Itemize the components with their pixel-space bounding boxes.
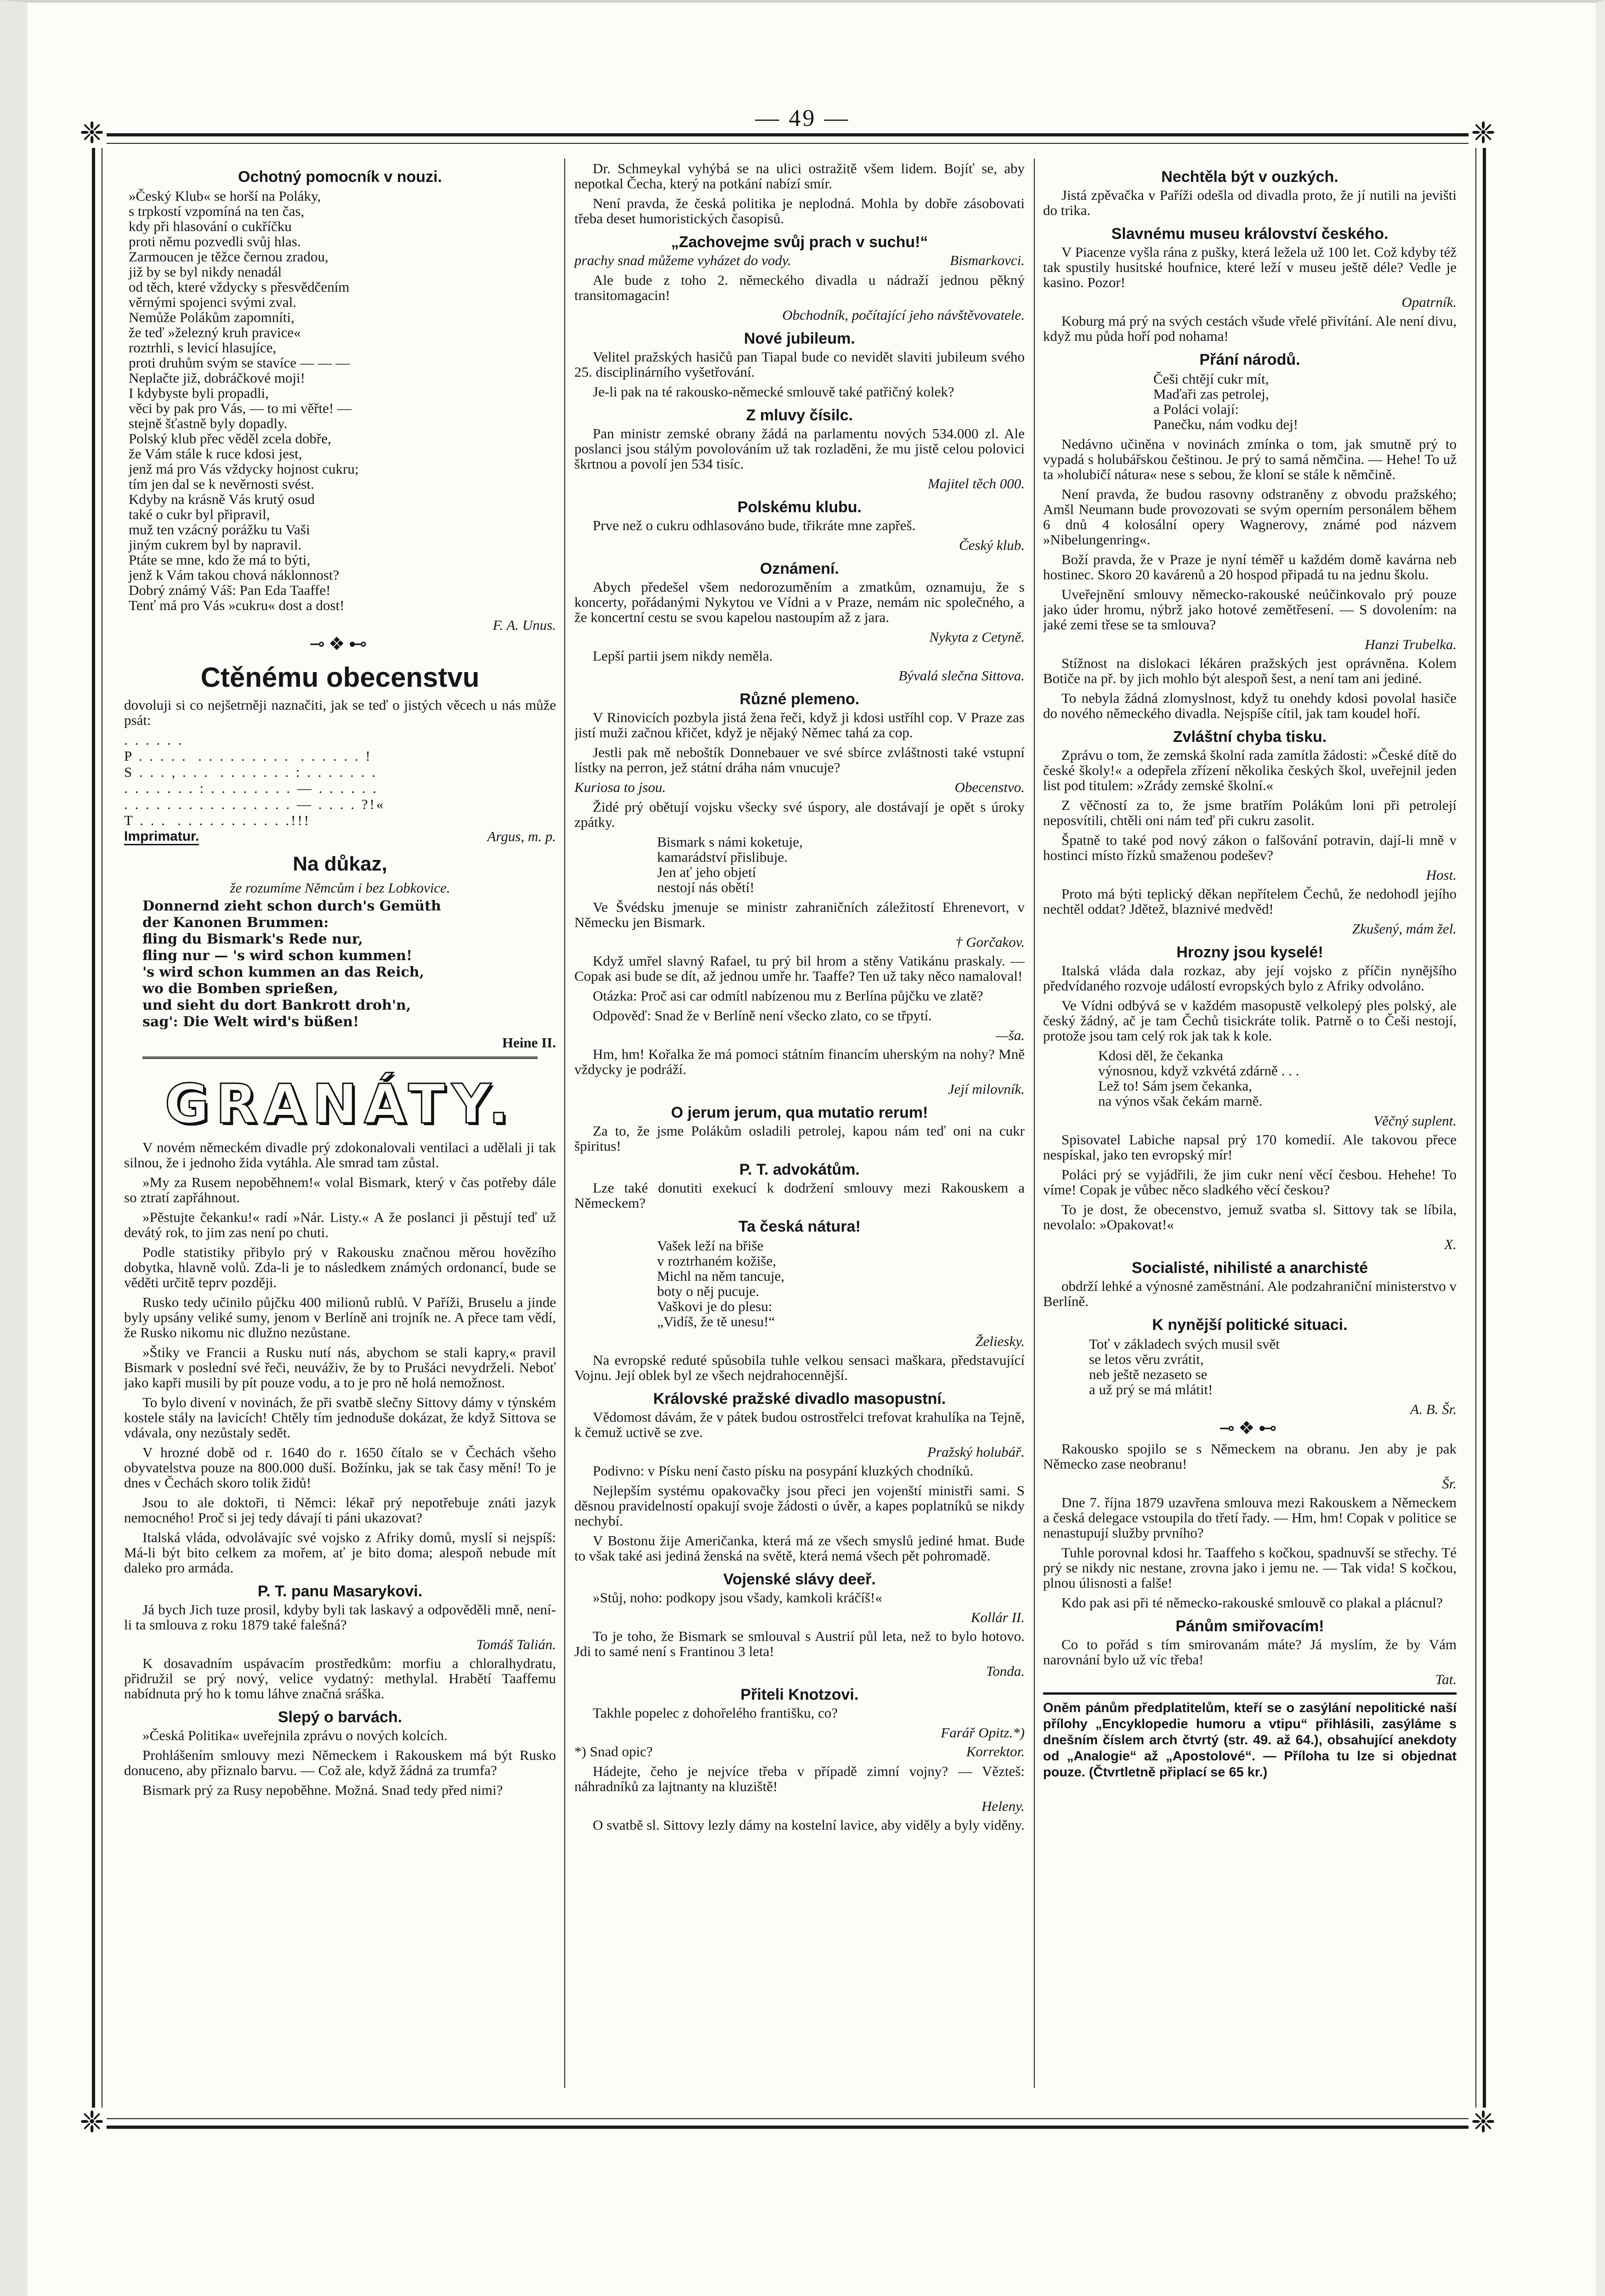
signature: X. [1444, 1236, 1457, 1252]
article-text: Když umřel slavný Rafael, tu prý bil hrom a stěny Vatikánu praskaly. — Copak asi bude se dít, až jednou umře hr. Taaffe? Ten už taky něco namaloval! [574, 953, 1025, 984]
article-text: Stížnost na dislokaci lékáren pražských jest oprávněna. Kolem Botiče na př. by jich mohlo být alespoň šest, a není tam ani jediné. [1043, 655, 1457, 686]
article-title-zachovejme: „Zachovejme svůj prach v suchu!“ [671, 233, 928, 251]
poem-kdosi: Kdosi děl, že čekanka výnosnou, když vzkvétá zdárně . . . Lež to! Sám jsem čekanka, na výnos však čekám marně. [1098, 1047, 1299, 1109]
column-rule [1034, 158, 1035, 2088]
article-text: Hádejte, čeho je nejvíce třeba v případě zimní vojny? — Vězteš: náhradníků za lajtnanty na kluziště! [574, 1763, 1025, 1794]
article-text: V hrozné době od r. 1640 do r. 1650 čítalo se v Čechách všeho obyvatelstva pouze na 800.000 duší. Božínku, jak se tak časy mění! To je dnes v Čechách skoro tolik židů! [124, 1444, 556, 1491]
poem-situaci: Toť v základech svých musil svět se letos věru zvrátit, neb ještě nezaseto se a už prý se má mlátit! [1089, 1336, 1280, 1397]
article-text: O svatbě sl. Sittovy lezly dámy na kostelní lavice, aby viděly a byly viděny. [593, 1817, 1025, 1833]
article-text: Rusko tedy učinilo půjčku 400 milionů rublů. V Paříži, Bruselu a jinde byly upsány veliké sumy, jenom v Berlíně ani trojník ne. A přece tam vědí, že Rusko nikomu nic dlužno nezůstane. [124, 1294, 556, 1340]
article-text: Bismark prý za Rusy nepoběhne. Možná. Snad tedy před nimi? [142, 1782, 503, 1798]
divider-wave [142, 1057, 538, 1066]
article-text: Není pravda, že česká politika je neplodná. Mohla by dobře zásobovati třeba deset humoristických časopisů. [574, 195, 1025, 226]
signature: Tonda. [986, 1663, 1025, 1679]
article-text: Dne 7. října 1879 uzavřena smlouva mezi Rakouskem a Německem a česká delegace vstoupila do třetí řady. — Hm, hm! Copak v politice se nenastupují služby prvního? [1043, 1494, 1457, 1541]
column-right [1043, 161, 1457, 2098]
corner-ornament-icon: ❈ [77, 2108, 107, 2137]
article-text: Podivno: v Písku není často písku na posypání kluzkých chodníků. [593, 1463, 974, 1479]
article-text: dovoluji si co nejšetrněji naznačiti, jak se teď o jistých věcech u nás může psát: [124, 697, 556, 728]
signature: A. B. Šr. [1410, 1401, 1457, 1417]
dotted-line: P . . . . . . . . . . . . . . . . . . . . ! [124, 748, 372, 764]
signature: —ša. [996, 1027, 1025, 1043]
footnote: *) Snad opic? [574, 1743, 653, 1759]
signature: Zkušený, mám žel. [1352, 921, 1457, 937]
signature: Želiesky. [975, 1333, 1025, 1349]
article-title-situaci: K nynější politické situaci. [1152, 1316, 1348, 1334]
article-title-socialiste: Socialisté, nihilisté a anarchisté [1132, 1259, 1368, 1277]
article-text: Otázka: Proč asi car odmítl nabízenou mu z Berlína půjčku ve zlatě? [593, 988, 983, 1004]
signature: Pražský holubář. [927, 1444, 1025, 1460]
corner-ornament-icon: ❈ [77, 119, 107, 148]
article-title-dukaz: Na důkaz, [293, 853, 387, 875]
article-text: Špatně to také pod nový zákon o falšování potravin, dají-li mně v hostinci místo řízků smaženou podešev? [1043, 832, 1457, 863]
poem-german: Donnernd zieht schon durch's Gemüth der Kanonen Brummen: fling du Bismark's Rede nur, fling nur — 's wird schon kummen! 's wird schon kummen an das Reich, wo die Bomben sprießen, und sieht du dort Bankrott droh'n, sag': Die Welt wird's büßen! [142, 898, 441, 1030]
article-text: Podle statistiky přibylo prý v Rakousku značnou měrou hovězího dobytka, hlavně volů. Zda-li je to následkem známých ordonancí, bude se věděti určitě teprv později. [124, 1244, 556, 1290]
signature: Kollár II. [970, 1609, 1025, 1625]
article-text: Je-li pak na té rakousko-německé smlouvě také patřičný kolek? [593, 384, 954, 400]
article-text: V Bostonu žije Američanka, která má ze všech smyslů jediné hmat. Bude to však také asi jediná ženská na světě, která nemá všech pět pohromadě. [574, 1533, 1025, 1564]
signature: Hanzi Trubelka. [1365, 636, 1457, 652]
signature: Host. [1426, 867, 1457, 883]
signature: Opatrník. [1401, 294, 1457, 310]
article-title-nove: Nové jubileum. [744, 330, 855, 347]
article-text: Co to pořád s tím smirovanám máte? Já myslím, že by Vám narovnání bylo už víc třeba! [1043, 1636, 1457, 1668]
article-text: Hm, hm! Kořalka že má pomoci státním financím uherským na nohy? Mně vždycky je podráží. [574, 1046, 1025, 1077]
section-title-granaty: GRANÁTY. [164, 1072, 516, 1136]
article-text: Já bych Jich tuze prosil, kdyby byli tak laskavý a odpověděli mně, není-li ta smlouva z roku 1879 také falešná? [124, 1601, 556, 1633]
article-text: »Stůj, noho: podkopy jsou všady, kamkoli kráčíš!« [593, 1589, 883, 1606]
poem-bismark: Bismark s námi koketuje, kamarádství přislibuje. Jen ať jeho objetí nestojí nás obětí! [657, 834, 803, 895]
signature: Její milovník. [948, 1081, 1025, 1097]
signature: Majitel těch 000. [928, 475, 1025, 492]
article-text: Takhle popelec z dohořelého františku, co? [593, 1705, 838, 1721]
article-title-kralovske: Královské pražské divadlo masopustní. [653, 1390, 946, 1408]
article-text: V novém německém divadle prý zdokonalovali ventilaci a udělali ji tak silnou, že i jednoho žida vytáhla. Ale smrad tam zůstal. [124, 1139, 556, 1171]
article-text: »Štiky ve Francii a Rusku nutí nás, abychom se stali kapry,« pravil Bismark v poslední své řeči, neuváživ, že by to Prušáci nevydrželi. Neboť jako kapři musili by pít pouze vodu, a to je pro ně holá nemožnost. [124, 1344, 556, 1391]
article-text: Odpověď: Snad že v Berlíně není všecko zlato, co se třpytí. [593, 1007, 932, 1024]
poem-prani: Češi chtějí cukr mít, Maďaři zas petrolej, a Poláci volají: Panečku, nám vodku dej! [1153, 371, 1299, 432]
article-text: To bylo divení v novinách, že při svatbě slečny Sittovy dámy v týnském kostele stály na lavicích! Chtěly tím jednoduše dokázat, že když Sittova se vdávala, ony nezůstaly sedět. [124, 1394, 556, 1441]
article-text: Kdo pak asi při té německo-rakouské smlouvě co plakal a plácnul? [1061, 1595, 1443, 1611]
signature: Tomáš Talián. [476, 1636, 556, 1652]
divider-ornament-icon: ⊸❖⊷ [309, 633, 371, 654]
article-title-jerum: O jerum jerum, qua mutatio rerum! [671, 1104, 928, 1121]
signature: Obecenstvo. [954, 779, 1025, 795]
article-text: K dosavadním uspávacím prostředkům: morfiu a chloralhydratu, přidružil se prý nový, velice vydatný: methylal. Hrabětí Taaffemu nabídnuta prý ho k tomu láhve značná sráška. [124, 1655, 556, 1702]
column-left [124, 161, 556, 2098]
article-text: Boží pravda, že v Praze je nyní téměř u každém domě kavárna neb hostinec. Skoro 20 kavárenů a 20 hospod připadá tu na jednu školu. [1043, 551, 1457, 582]
corner-ornament-icon: ❈ [1469, 119, 1498, 148]
article-title-necht: Nechtěla být v ouzkých. [1161, 168, 1338, 186]
article-text: Za to, že jsme Polákům osladili petrolej, kapou nám teď oni na cukr špiritus! [574, 1123, 1025, 1154]
article-text: Ale bude z toho 2. německého divadla u nádraží jednou pěkný transitomagacin! [574, 272, 1025, 303]
article-text: Velitel pražských hasičů pan Tiapal bude co nevidět slaviti jubileum svého 25. disciplinárního vyšetřování. [574, 349, 1025, 380]
article-text: Italská vláda dala rozkaz, aby její vojsko z příčin nynějšího předvídaného rozvoje událostí evropských bylo z Afriky odvoláno. [1043, 962, 1457, 994]
signature: Bismarkovci. [950, 252, 1025, 268]
signature: Věčný suplent. [1373, 1113, 1457, 1129]
article-text: prachy snad můžeme vyházet do vody. [574, 252, 791, 268]
dotted-line: S . . . , . . . . . . . . . . : . . . . . . . [124, 764, 377, 780]
dotted-line: . . . . . . . . . . . . . . . . — . . . . ?!« [124, 796, 386, 812]
article-text: Koburg má prý na svých cestách všude vřelé přivítání. Ale není divu, když mu půda hoří pod nohama! [1043, 313, 1457, 344]
article-text: Vědomost dávám, že v pátek budou ostrostřelci trefovat krahulíka na Tejně, k čemuž uctivě se zve. [574, 1409, 1025, 1440]
article-text: Nejlepším systému opakovačky jsou přeci jen vojenští ministři sami. S děsnou pravidelností opakují svoje žádosti o úvěr, a kapes poplatníků se nikdy nechybí. [574, 1482, 1025, 1529]
article-text: Spisovatel Labiche napsal prý 170 komedií. Ale takovou přece nespískal, jako ten evropský mír! [1043, 1131, 1457, 1163]
article-text: Zprávu o tom, že zemská školní rada zamítla žádosti: »České dítě do české školy!« a odepřela zřízení několika českých škol, uveřejnil jeden list pod titulem: »Zrády zemské školní.« [1043, 747, 1457, 793]
article-title-smirovacim: Pánům smiřovacím! [1175, 1617, 1324, 1635]
signature: Český klub. [959, 537, 1025, 553]
dotted-line: T . . . . . . . . . . . . . .!!! [124, 812, 311, 828]
article-text: Pan ministr zemské obrany žádá na parlamentu nových 534.000 zl. Ale poslanci jsou stálým povolováním už tak rozladěni, že mu jistě celou polovici škrtnou a povolí jen 534 tisíc. [574, 425, 1025, 472]
article-text: Italská vláda, odvolávajíc své vojsko z Afriky domů, myslí si nejspíš: Má-li být bito celkem za mořem, ať je bito doma; alespoň nebude mít daleko pro armáda. [124, 1529, 556, 1576]
signature: Obchodník, počítající jeho návštěvovatele. [782, 307, 1025, 323]
article-title-vojenske: Vojenské slávy deeř. [723, 1571, 876, 1588]
imprimatur-stamp: Imprimatur. [124, 829, 199, 845]
signature: Nykyta z Cetyně. [929, 629, 1025, 645]
article-text: Uveřejnění smlouvy německo-rakouské neúčinkovalo prý pouze jako úder hromu, nýbrž jako hotové zemětřesení. — S dovolením: na jaké zemi třese se ta smlouva? [1043, 586, 1457, 633]
article-title-oznameni: Oznámení. [760, 560, 839, 577]
article-title-polskemu: Polskému klubu. [737, 498, 862, 516]
article-text: Jistá zpěvačka v Paříži odešla od divadla proto, že jí nutili na jevišti do trika. [1043, 187, 1457, 218]
article-title-knotzovi: Přiteli Knotzovi. [740, 1686, 859, 1703]
article-title-ctenemu: Ctěnému obecenstvu [200, 662, 480, 693]
article-text: »Pěstujte čekanku!« radí »Nár. Listy.« A že poslanci ji pěstují teď už devátý rok, to jim zas není po chuti. [124, 1209, 556, 1240]
article-title-barvach: Slepý o barvách. [278, 1708, 403, 1726]
article-text: Tuhle porovnal kdosi hr. Taaffeho s kočkou, spadnuvší se střechy. Té prý se nikdy nic nestane, zrovna jako i jemu ne. — Tak vida! S kočkou, plnou úlisnosti a falše! [1043, 1544, 1457, 1591]
notice-rule [1043, 1692, 1457, 1695]
article-text: Proto má býti teplický děkan nepřítelem Čechů, že nedohodl jejího nechtěl oddat? Jdětež, blaznivé medvěd! [1043, 886, 1457, 917]
page-number: — 49 — [755, 105, 850, 131]
article-text: Ve Švédsku jmenuje se ministr zahraničních záležitostí Ehrenevort, v Německu jen Bismark. [574, 899, 1025, 930]
article-text: Jsou to ale doktoři, ti Němci: lékař prý nepotřebuje znáti jazyk nemocného! Proč si jej tedy dávají ti páni ukazovat? [124, 1494, 556, 1526]
article-text: To je dost, že obecenstvo, jemuž svatba sl. Sittovy tak se líbila, nevolalo: »Opakovat!« [1043, 1201, 1457, 1233]
signature: Bývalá slečna Sittova. [898, 667, 1025, 684]
article-text: »Česká Politika« uveřejnila zprávu o nových kolcích. [142, 1727, 448, 1743]
article-text: Z věčností za to, že jsme bratřím Polákům loni při petrolejí neposvítili, chtěli oni nám teď při cukru zasolit. [1043, 797, 1457, 828]
imprimatur-row [124, 829, 556, 845]
signature: Tat. [1435, 1671, 1457, 1687]
article-title-ochotny: Ochotný pomocník v nouzi. [238, 168, 442, 186]
article-text: Prohlášením smlouvy mezi Německem i Rakouskem má být Rusko donuceno, aby přiznalo barvu. — Což ale, když žádná za trumfa? [124, 1747, 556, 1778]
article-text: Nedávno učiněna v novinách zmínka o tom, jak smutně prý to vypadá s holubářskou češtinou. Je prý to samá němčina. — Hehe! To už ta »holubičí nátura« nese s sebou, že kloní se stále k němčině. [1043, 436, 1457, 482]
subscriber-notice: Oněm pánům předplatitelům, kteří se o zasýlání nepolitické naší přílohy „Encyklopedie humoru a vtipu“ přihlásili, zasýláme s dnešním číslem arch čtvrtý (str. 49. až 64.), obsahující anekdoty od „Analogie“ až „Apostolové“. — Příloha tu lze si objednat pouze. (Čtvrtletně připlací se 65 kr.) [1043, 1701, 1457, 1780]
article-text: Prve než o cukru odhlasováno bude, třikráte mne zapřeš. [593, 517, 916, 533]
article-title-natura: Ta česká nátura! [738, 1218, 861, 1235]
footnote-row [574, 1744, 1025, 1759]
article-text: Rakousko spojilo se s Německem na obranu. Jen aby je pak Německo zase neobranu! [1043, 1441, 1457, 1472]
article-row [574, 253, 1025, 268]
signature: Korrektor. [966, 1743, 1025, 1759]
article-text: obdrží lehké a výnosné zaměstnání. Ale podzahraniční ministerstvo v Berlíně. [1043, 1278, 1457, 1309]
signature-row [574, 780, 1025, 795]
article-text: Lze také donutiti exekucí k dodržení smlouvy mezi Rakouskem a Německem? [574, 1180, 1025, 1211]
article-title-prani: Přání národů. [1199, 351, 1300, 368]
poem-natura: Vašek leží na břiše v roztrhaném kožiše, Michl na něm tancuje, boty o něj pucuje. Vaškovi je do plesu: „Vidíš, že tě unesu!“ [657, 1238, 785, 1329]
signature: Šr. [1442, 1476, 1457, 1492]
article-text: Ve Vídni odbývá se v každém masopustě velkolepý ples polský, ale český žádný, ač je tam Čechů tisickráte tolik. Patrně o to Češi nestojí, protože jsou tam celý rok jak tak k kole. [1043, 997, 1457, 1044]
article-text: Není pravda, že budou rasovny odstraněny z obvodu pražského; Amšl Neumann bude provozovati se svým operním personálem během 6 dnů 4 kolosální opery Wagnerovy, známé pod názvem »Nibelungenring«. [1043, 486, 1457, 548]
article-subtitle: že rozumíme Němcům i bez Lobkovice. [230, 880, 450, 896]
article-text: To je toho, že Bismark se smlouval s Austrií půl leta, než to bylo hotovo. Jdi to samé není s Frantinou 3 leta! [574, 1628, 1025, 1659]
article-text: Židé prý obětují vojsku všecky své úspory, ale dostávají je opět s úroky zpátky. [574, 799, 1025, 830]
article-text: Abych předešel všem nedorozuměním a zmatkům, oznamuju, že s koncerty, pořádanými Nykytou ve Vídni a v Praze, nemám nic společného, a že koncertní cestu se svou kapelou nastoupím až z jara. [574, 579, 1025, 625]
signature: Kuriosa to jsou. [574, 779, 666, 795]
poem-ochotny: »Český Klub« se horší na Poláky, s trpkostí vzpomíná na ten čas, kdy při hlasování o cukříčku proti němu pozvedli svůj hlas. Zarmoucen je těžce černou zradou, již by se byl nikdy nenadál od těch, které vždycky s přesvědčením věrnými spojenci svými zval. Nemůže Polákům zapomníti, že teď »železný kruh pravice« roztrhli, s levicí hlasujíce, proti druhům svým se stavíce — — — Neplačte již, dobráčkové moji! I kdybyste byli propadli, věci by pak pro Vás, — to mi věřte! — stejně šťastně byly dopadly. Polský klub přec věděl zcela dobře, že Vám stále k ruce kdosi jest, jenž má pro Vás vždycky hojnost cukru; tím jen dal se k nevěrnosti svést. Kdyby na krásně Vás krutý osud také o cukr byl připravil, muž ten vzácný porážku tu Vaši jiným cukrem byl by napravil. Ptáte se mne, kdo že má to býti, jenž k Vám takou chová náklonnost? Dobrý známý Váš: Pan Eda Taaffe! Tenť má pro Vás »cukru« dost a dost! [129, 188, 359, 613]
signature: Heleny. [981, 1798, 1025, 1814]
article-text: »My za Rusem nepoběhnem!« volal Bismark, který v čas potřeby dále so ztratí zapřáhnout. [124, 1174, 556, 1205]
divider-ornament-icon: ⊸❖⊷ [1219, 1418, 1281, 1438]
article-title-chyba: Zvláštní chyba tisku. [1173, 728, 1327, 746]
article-title-masaryk: P. T. panu Masarykovi. [257, 1583, 423, 1600]
article-title-advokatum: P. T. advokátům. [739, 1161, 860, 1178]
column-middle [574, 161, 1025, 2098]
article-text: V Piacenze vyšla rána z pušky, která ležela už 100 let. Což kdyby též tak spustily husitské houfnice, které leží v museu ještě déle? Vedle je kasino. Pozor! [1043, 244, 1457, 290]
corner-ornament-icon: ❈ [1469, 2108, 1498, 2137]
article-text: Jestli pak mě neboštík Donnebauer ve své sbírce zvláštnosti také vstupní lístky na perron, jež státní dráha nám vnucuje? [574, 744, 1025, 775]
column-rule [564, 158, 565, 2088]
signature: Heine II. [502, 1035, 556, 1051]
signature: Farář Opitz.*) [941, 1725, 1025, 1741]
signature: F. A. Unus. [493, 617, 556, 633]
article-title-mluvy: Z mluvy čísilc. [746, 407, 853, 424]
article-text: V Rinovicích pozbyla jistá žena řeči, když ji kdosi ustříhl cop. V Praze zas jistí muži začnou křičet, když je nějaký Němec tahá za cop. [574, 709, 1025, 741]
article-text: Na evropské reduté spůsobila tuhle velkou sensaci maškara, představující Vojnu. Její oblek byl ze všech nejdrahocennější. [574, 1352, 1025, 1383]
article-title-plemeno: Různé plemeno. [739, 690, 860, 708]
article-title-museu: Slavnému museu království českého. [1111, 225, 1389, 243]
signature: Argus, m. p. [487, 828, 556, 844]
article-text: Lepší partii jsem nikdy neměla. [593, 648, 773, 664]
article-text: Poláci prý se vyjádřili, že jim cukr není věcí česbou. Hehehe! To víme! Copak je vůbec něco sladkého věcí českou? [1043, 1166, 1457, 1198]
dotted-line: . . . . . . [124, 732, 184, 748]
dotted-line: . . . . . . . : . . . . . . . . — . . . . . . [124, 780, 378, 796]
article-text: Dr. Schmeykal vyhýbá se na ulici ostražitě všem lidem. Bojíť se, aby nepotkal Čecha, který na potkání nabízí smír. [574, 161, 1025, 192]
article-text: To nebyla žádná zlomyslnost, když tu onehdy kdosi povolal hasiče do nového německého divadla. Nejspíše cítil, jak tam koudel hoří. [1043, 690, 1457, 721]
article-title-hrozny: Hrozny jsou kyselé! [1176, 944, 1323, 961]
signature: † Gorčakov. [955, 934, 1025, 950]
